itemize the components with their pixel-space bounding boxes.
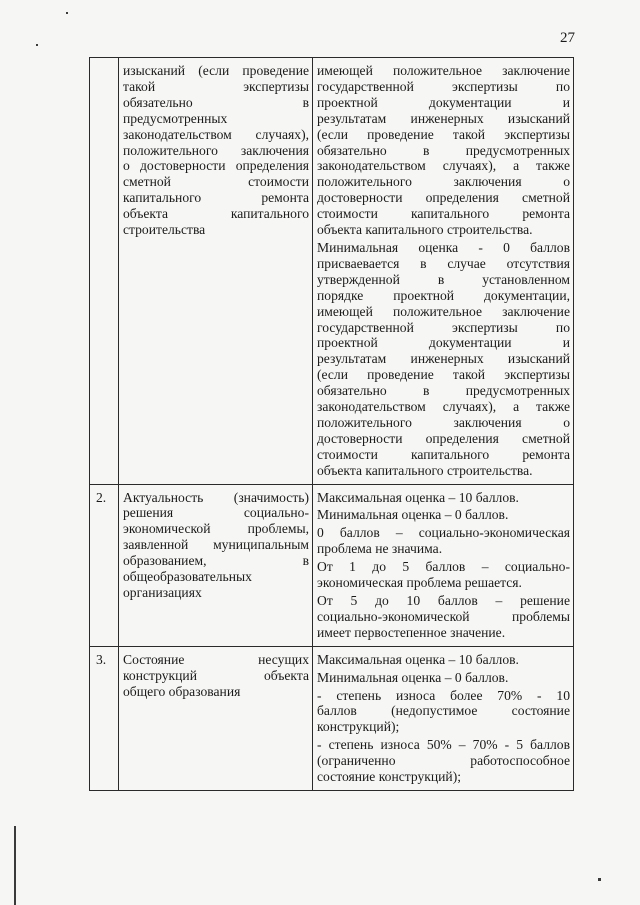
description-line: Максимальная оценка – 10 баллов. xyxy=(317,489,519,505)
criterion-line: заявленной муниципальным xyxy=(123,537,309,553)
description-line: законодательством случаях), а также xyxy=(317,399,570,415)
description-line: утвержденной в установленном xyxy=(317,271,570,287)
description-line: законодательством случаях), а также xyxy=(317,158,570,174)
criterion-line: образованием, в xyxy=(123,553,309,569)
description-line: обязательно в предусмотренных xyxy=(317,142,570,158)
description-line: порядке проектной документации, xyxy=(317,287,570,303)
page-number: 27 xyxy=(560,30,575,46)
description-line: положительного заключения о xyxy=(317,414,570,430)
description-cell xyxy=(313,484,574,646)
table-row xyxy=(90,58,574,485)
criterion-line: о достоверности определения xyxy=(123,158,309,174)
description-line: проектной документации и xyxy=(317,335,570,351)
description-line: проблема не значима. xyxy=(317,541,443,557)
row-number-cell xyxy=(90,58,119,485)
description-line: социально-экономической проблемы xyxy=(317,608,570,624)
description-line: От 1 до 5 баллов – социально- xyxy=(317,559,570,575)
description-paragraph xyxy=(317,593,570,641)
description-line: имеет первостепенное значение. xyxy=(317,624,506,640)
description-line: государственной экспертизы по xyxy=(317,78,570,94)
description-line: результатам инженерных изысканий xyxy=(317,351,570,367)
description-line: - степень износа 50% – 70% - 5 баллов xyxy=(317,737,570,753)
description-paragraph xyxy=(317,670,570,686)
criterion-line: объекта капитального xyxy=(123,206,309,222)
description-line: имеющей положительное заключение xyxy=(317,303,570,319)
description-line: Минимальная оценка – 0 баллов. xyxy=(317,507,509,523)
criterion-cell xyxy=(119,484,313,646)
description-line: имеющей положительное заключение xyxy=(317,63,570,78)
description-line: присваевается в случае отсутствия xyxy=(317,255,570,271)
criterion-line: сметной стоимости xyxy=(123,174,309,190)
table-row xyxy=(90,484,574,646)
criterion-line: общего образования xyxy=(123,683,241,699)
scan-mark-dot-left xyxy=(36,44,38,46)
description-line: конструкций); xyxy=(317,719,400,735)
criterion-line: Состояние несущих xyxy=(123,651,309,667)
description-line: обязательно в предусмотренных xyxy=(317,383,570,399)
description-line: (ограниченно работоспособное xyxy=(317,753,570,769)
description-paragraph xyxy=(317,737,570,785)
description-line: 0 баллов – социально-экономическая xyxy=(317,525,570,541)
criterion-line: предусмотренных xyxy=(123,110,228,126)
description-paragraph xyxy=(317,63,570,238)
description-line: стоимости капитального ремонта xyxy=(317,206,570,222)
scan-mark-dot-bottom xyxy=(598,878,601,881)
description-paragraph xyxy=(317,490,570,506)
criterion-line: обязательно в xyxy=(123,94,309,110)
description-paragraph xyxy=(317,688,570,736)
description-paragraph xyxy=(317,652,570,668)
description-line: Максимальная оценка – 10 баллов. xyxy=(317,651,519,667)
row-number-cell xyxy=(90,484,119,646)
description-paragraph xyxy=(317,507,570,523)
description-line: положительного заключения о xyxy=(317,174,570,190)
criteria-table xyxy=(89,57,574,791)
description-paragraph xyxy=(317,559,570,591)
criterion-line: капитального ремонта xyxy=(123,190,309,206)
description-line: объекта капитального строительства. xyxy=(317,222,533,238)
description-cell xyxy=(313,646,574,790)
description-line: (если проведение такой экспертизы xyxy=(317,367,570,383)
description-paragraph xyxy=(317,240,570,479)
criterion-line: изысканий (если проведение xyxy=(123,63,309,78)
description-line: объекта капитального строительства. xyxy=(317,462,533,478)
description-line: стоимости капитального ремонта xyxy=(317,446,570,462)
description-line: государственной экспертизы по xyxy=(317,319,570,335)
description-line: результатам инженерных изысканий xyxy=(317,110,570,126)
description-line: экономическая проблема решается. xyxy=(317,575,522,591)
criterion-cell xyxy=(119,58,313,485)
description-line: проектной документации и xyxy=(317,94,570,110)
criterion-line: конструкций объекта xyxy=(123,667,309,683)
description-line: баллов (недопустимое состояние xyxy=(317,703,570,719)
description-paragraph xyxy=(317,525,570,557)
table-row xyxy=(90,646,574,790)
description-line: Минимальная оценка - 0 баллов xyxy=(317,239,570,255)
description-line: От 5 до 10 баллов – решение xyxy=(317,593,570,608)
criterion-line: строительства xyxy=(123,222,206,238)
criterion-line: организациях xyxy=(123,585,202,600)
criterion-line: решения социально- xyxy=(123,505,309,521)
description-line: состояние конструкций); xyxy=(317,769,462,785)
criterion-line: Актуальность (значимость) xyxy=(123,489,309,505)
scan-mark-dot-top xyxy=(66,12,68,14)
criterion-cell xyxy=(119,646,313,790)
row-number: 3. xyxy=(96,651,107,667)
description-line: достоверности определения сметной xyxy=(317,430,570,446)
criterion-line: такой экспертизы xyxy=(123,78,309,94)
scan-mark-left-bar xyxy=(14,826,16,905)
criterion-line: общеобразовательных xyxy=(123,569,252,585)
description-line: Минимальная оценка – 0 баллов. xyxy=(317,669,509,685)
description-line: (если проведение такой экспертизы xyxy=(317,126,570,142)
description-line: достоверности определения сметной xyxy=(317,190,570,206)
criterion-line: положительного заключения xyxy=(123,142,309,158)
criterion-line: экономической проблемы, xyxy=(123,521,309,537)
description-line: - степень износа более 70% - 10 xyxy=(317,687,570,703)
row-number-cell xyxy=(90,646,119,790)
description-cell xyxy=(313,58,574,485)
row-number: 2. xyxy=(96,489,107,505)
criterion-line: законодательством случаях), xyxy=(123,126,309,142)
